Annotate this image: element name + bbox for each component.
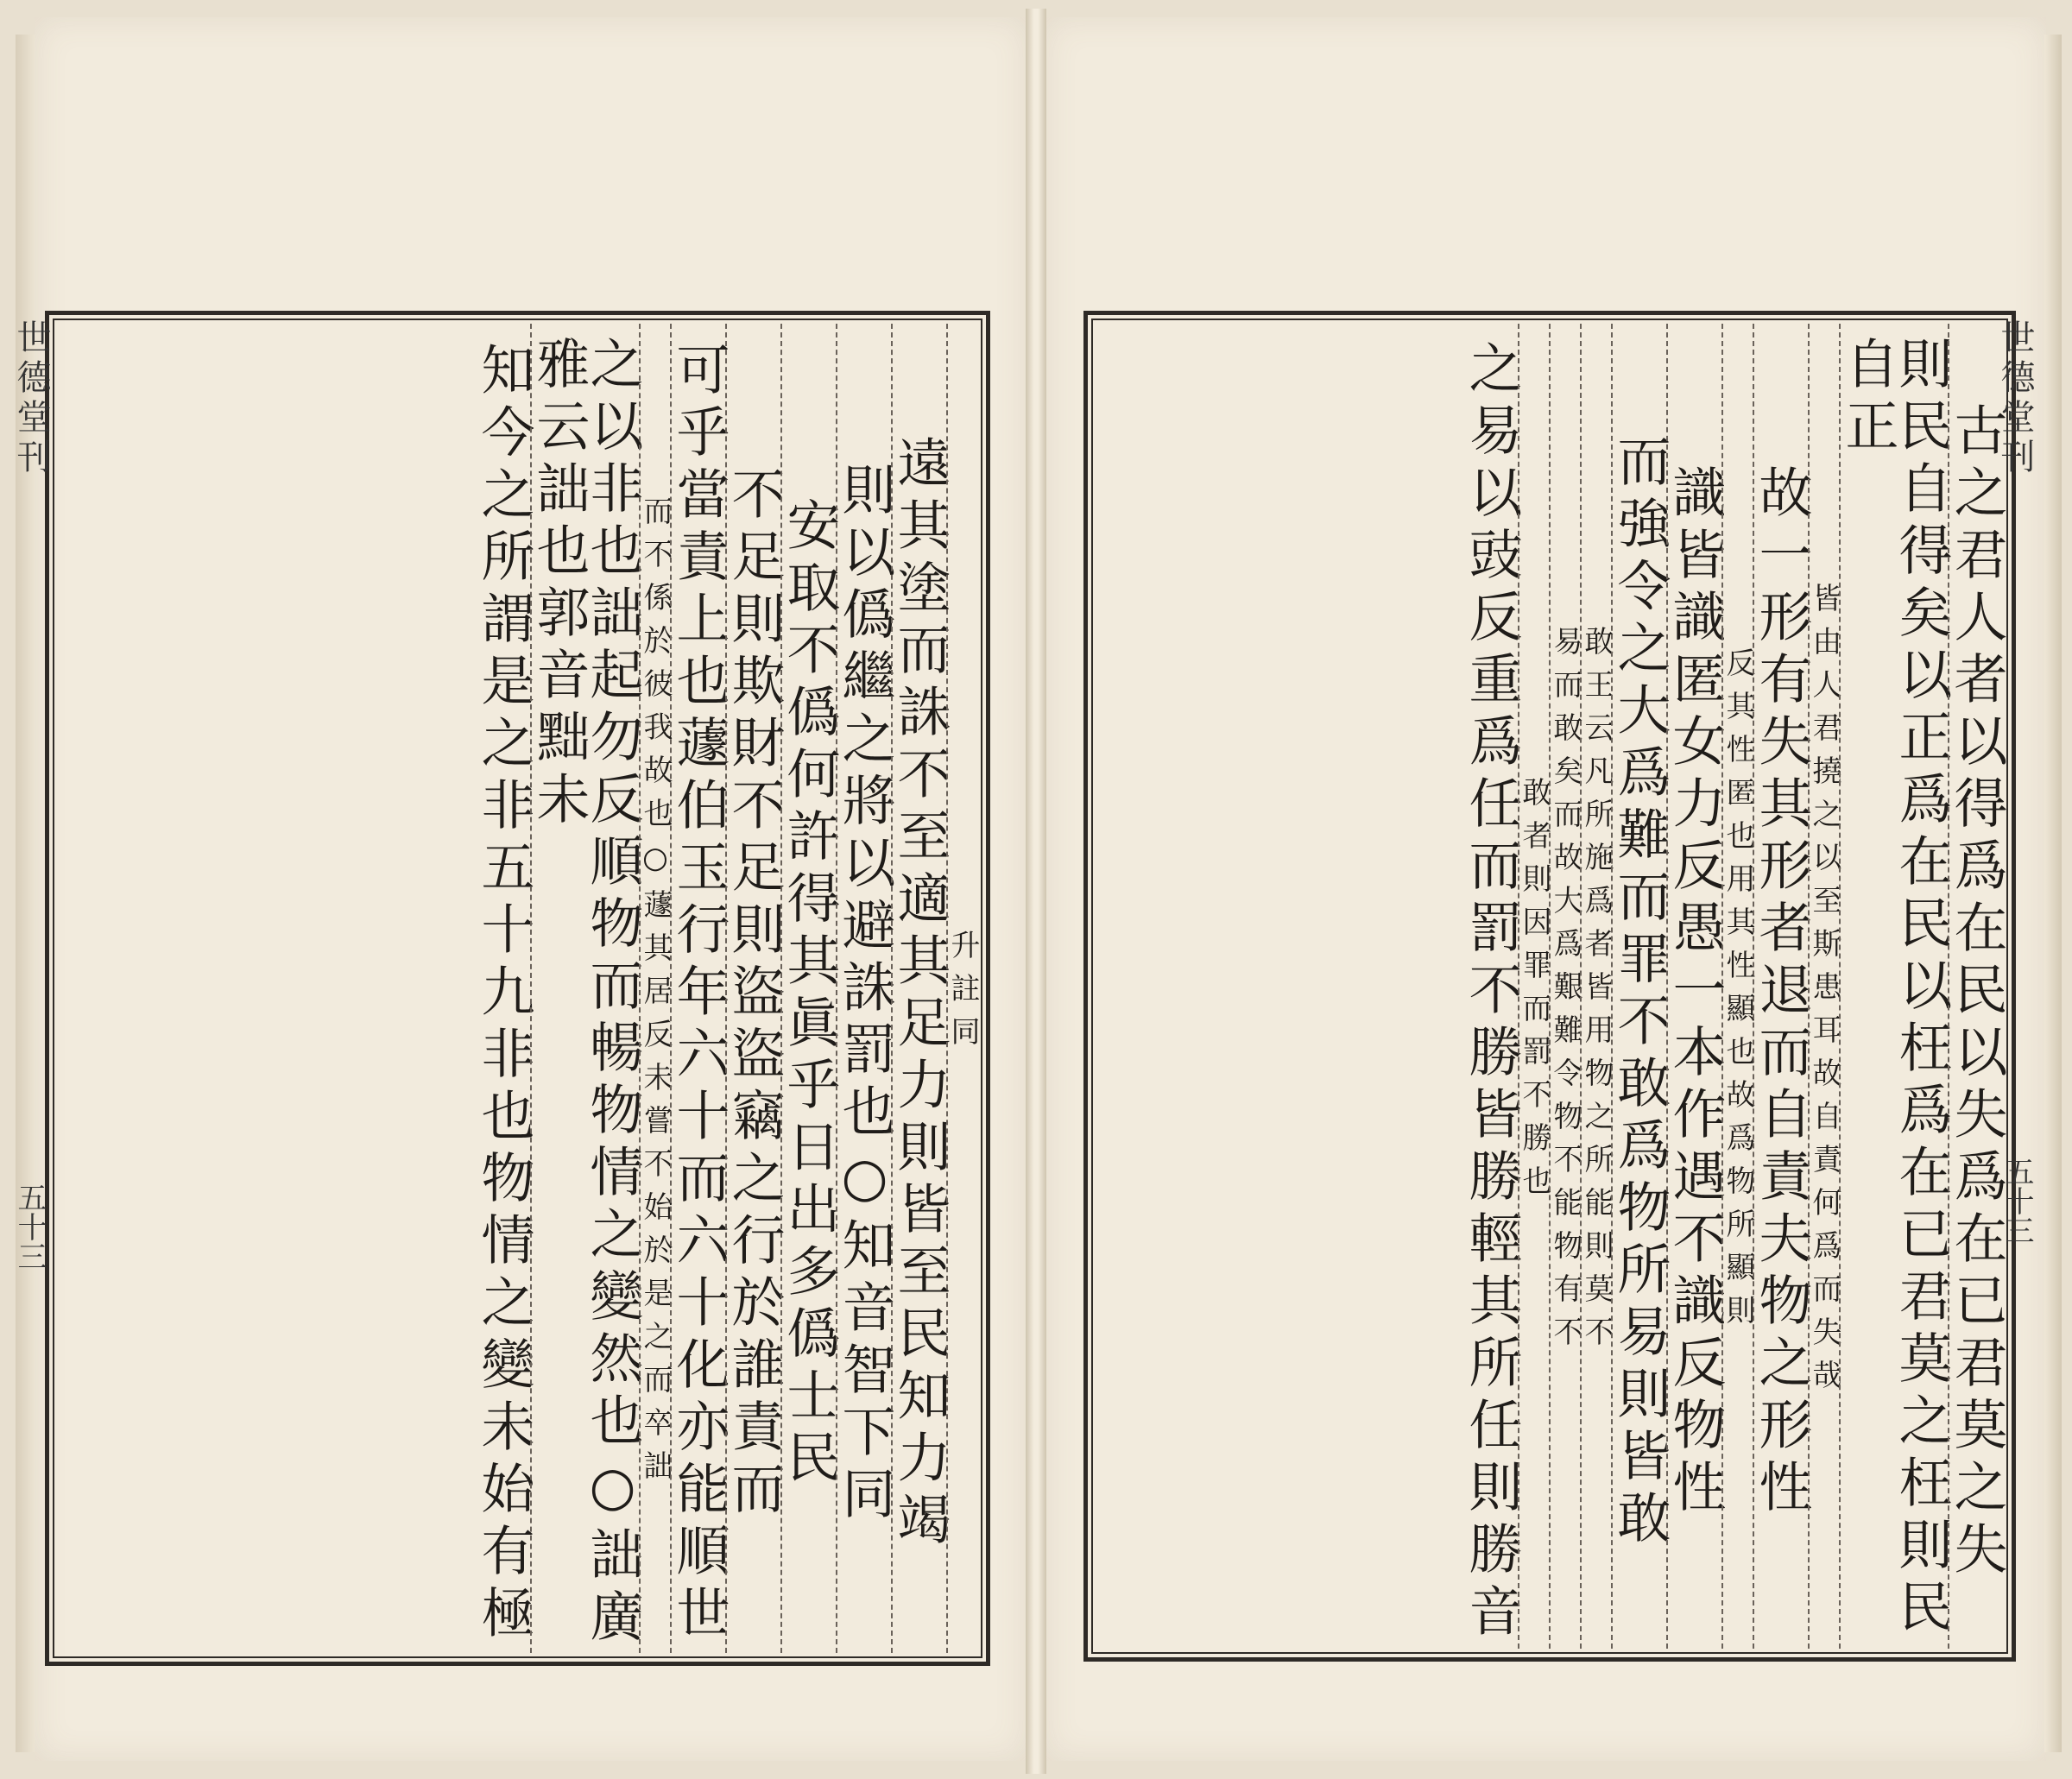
text-column: 之易以豉反重爲任而罰不勝皆勝輕其所任則勝音: [1460, 339, 1523, 1645]
text-column: 而不係於彼我故也○蘧其居反未嘗不始於是之而卒詘: [639, 324, 670, 1653]
text-column: 遠其塗而誅不至適其足力則皆至民知力竭: [891, 324, 946, 1653]
text-column: 而強令之大爲難而罪不敢爲物所易則皆敢: [1611, 324, 1666, 1649]
text-column: 皆由人君撓之以至斯患耳故自責何爲而失哉: [1808, 324, 1839, 1649]
text-column: 知今之所謂是之非五十九非也物情之變未始有極: [472, 342, 535, 1647]
text-column: 可乎當責上也蘧伯玉行年六十而六十化亦能順世: [670, 324, 725, 1653]
text-column: 安取不僞何許得其眞乎日出多僞士民: [780, 324, 836, 1653]
text-column: 之以非也詘起勿反順物而暢物情之變然也○詘廣雅云詘也郭音黜未: [530, 324, 639, 1653]
book-gutter: [1026, 9, 1046, 1774]
text-column: 不足則欺財不足則盜盜竊之行於誰責而: [725, 324, 780, 1653]
right-margin-page: 五十三: [1999, 1157, 2034, 1245]
page-edge: [2044, 35, 2062, 1752]
text-column: 反其性匿也用其性顯也故爲物所顯則: [1721, 324, 1753, 1649]
text-column: 則民自得矣以正爲在民以枉爲在已君莫之枉則民自正: [1839, 324, 1948, 1649]
text-column: 故一形有失其形者退而自責夫物之形性: [1753, 324, 1808, 1649]
left-text-frame: [45, 311, 990, 1666]
right-margin-title: 世德堂刊: [1995, 319, 2035, 478]
text-column: 識皆識匿女力反愚一本作遇不識反物性: [1666, 324, 1721, 1649]
text-column: 古之君人者以得爲在民以失爲在已君莫之失: [1948, 324, 2003, 1649]
text-column: 敢者則因罪而罰不勝也: [1518, 324, 1549, 1649]
left-columns: [58, 324, 980, 1653]
text-column: 升註同: [946, 324, 977, 1653]
text-column: 敢王云凡所施爲者皆用物之所能則莫不: [1580, 324, 1611, 1649]
left-margin-title: 世德堂刊: [11, 319, 51, 478]
text-column: 易而敢矣而故大爲艱難令物不能物有不: [1549, 324, 1580, 1649]
right-columns: [1096, 324, 2008, 1649]
text-column: 則以僞繼之將以避誅罰也○知音智下同: [836, 324, 891, 1653]
right-text-frame: [1083, 311, 2016, 1662]
left-margin-page: 五十三: [12, 1183, 47, 1271]
